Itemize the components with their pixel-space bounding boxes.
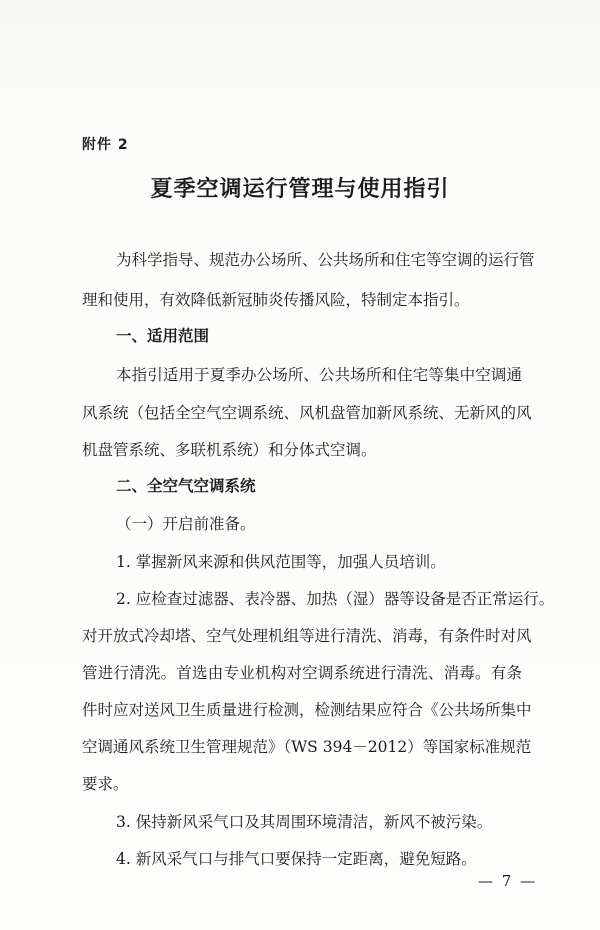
list-item-3: 3. 保持新风采气口及其周围环境清洁，新风不被污染。 <box>116 813 493 831</box>
list-item-2-line: 要求。 <box>82 775 129 793</box>
section-heading-all-air: 二、全空气空调系统 <box>116 477 256 495</box>
subsection-heading: （一）开启前准备。 <box>116 515 256 533</box>
scope-line: 风系统（包括全空气空调系统、风机盘管加新风系统、无新风的风 <box>82 404 532 422</box>
page-number: — 7 — <box>478 872 538 890</box>
list-item-4: 4. 新风采气口与排气口要保持一定距离，避免短路。 <box>116 850 477 868</box>
scope-line: 机盘管系统、多联机系统）和分体式空调。 <box>82 441 377 459</box>
list-item-2-line: 空调通风系统卫生管理规范》（WS 394－2012）等国家标准规范 <box>82 738 532 756</box>
intro-line: 理和使用，有效降低新冠肺炎传播风险，特制定本指引。 <box>82 291 470 309</box>
list-item-2-line: 件时应对送风卫生质量进行检测，检测结果应符合《公共场所集中 <box>82 701 532 719</box>
scope-line: 本指引适用于夏季办公场所、公共场所和住宅等集中空调通 <box>116 366 522 384</box>
list-item-2-line: 对开放式冷却塔、空气处理机组等进行清洗、消毒，有条件时对风 <box>82 627 532 645</box>
list-item-2-line: 管进行清洗。首选由专业机构对空调系统进行清洗、消毒。有条 <box>82 664 522 682</box>
document-title: 夏季空调运行管理与使用指引 <box>150 177 450 202</box>
attachment-label: 附件 2 <box>82 137 129 153</box>
intro-line: 为科学指导、规范办公场所、公共场所和住宅等空调的运行管 <box>116 251 535 269</box>
section-heading-scope: 一、适用范围 <box>116 327 210 345</box>
list-item-2-line: 2. 应检查过滤器、表冷器、加热（湿）器等设备是否正常运行。 <box>116 590 555 608</box>
list-item-1: 1. 掌握新风来源和供风范围等，加强人员培训。 <box>116 553 446 571</box>
